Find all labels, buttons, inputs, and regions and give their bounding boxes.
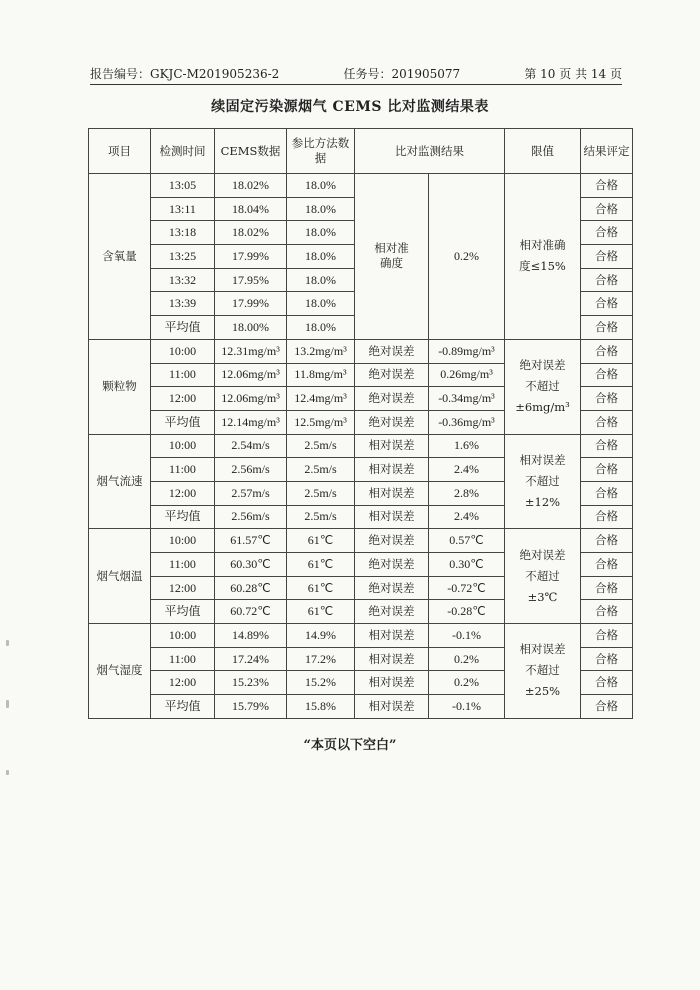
time-cell: 平均值	[151, 410, 215, 434]
limit-cell: 绝对误差不超过±6mg/m³	[505, 339, 581, 434]
error-type-cell: 相对误差	[355, 671, 429, 695]
time-cell: 10:00	[151, 339, 215, 363]
time-cell: 10:00	[151, 624, 215, 648]
item-cell: 烟气湿度	[89, 624, 151, 719]
error-value-cell: 0.30℃	[429, 553, 505, 577]
cems-value-cell: 15.23%	[215, 671, 287, 695]
cems-value-cell: 18.00%	[215, 316, 287, 340]
error-value-cell: -0.34mg/m³	[429, 387, 505, 411]
ref-value-cell: 2.5m/s	[287, 434, 355, 458]
eval-cell: 合格	[581, 458, 633, 482]
cems-value-cell: 15.79%	[215, 695, 287, 719]
page-title: 续固定污染源烟气 CEMS 比对监测结果表	[211, 99, 489, 115]
ref-value-cell: 61℃	[287, 576, 355, 600]
col-header-time: 检测时间	[151, 129, 215, 174]
time-cell: 11:00	[151, 363, 215, 387]
cems-value-cell: 60.72℃	[215, 600, 287, 624]
cems-value-cell: 12.31mg/m³	[215, 339, 287, 363]
page-header	[90, 64, 622, 85]
eval-cell: 合格	[581, 553, 633, 577]
ref-value-cell: 18.0%	[287, 268, 355, 292]
task-number: 任务号：201905077	[343, 67, 461, 81]
eval-cell: 合格	[581, 410, 633, 434]
time-cell: 平均值	[151, 695, 215, 719]
cems-value-cell: 2.56m/s	[215, 458, 287, 482]
cems-value-cell: 12.06mg/m³	[215, 363, 287, 387]
error-value-cell: 0.57℃	[429, 529, 505, 553]
error-type-cell: 相对误差	[355, 458, 429, 482]
time-cell: 11:00	[151, 553, 215, 577]
eval-cell: 合格	[581, 245, 633, 269]
report-number: 报告编号：GKJC-M201905236-2	[90, 67, 280, 81]
eval-cell: 合格	[581, 387, 633, 411]
time-cell: 13:25	[151, 245, 215, 269]
col-header-ref: 参比方法数据	[287, 129, 355, 174]
col-header-eval: 结果评定	[581, 129, 633, 174]
eval-cell: 合格	[581, 695, 633, 719]
error-value-cell: -0.89mg/m³	[429, 339, 505, 363]
time-cell: 13:05	[151, 174, 215, 198]
ref-value-cell: 2.5m/s	[287, 481, 355, 505]
item-cell: 含氧量	[89, 174, 151, 340]
error-type-cell: 相对误差	[355, 647, 429, 671]
error-type-cell: 相对误差	[355, 695, 429, 719]
scan-mark	[6, 700, 9, 708]
error-value-cell: -0.72℃	[429, 576, 505, 600]
cems-value-cell: 60.30℃	[215, 553, 287, 577]
eval-cell: 合格	[581, 316, 633, 340]
error-value-cell: 0.26mg/m³	[429, 363, 505, 387]
time-cell: 13:39	[151, 292, 215, 316]
error-type-cell: 绝对误差	[355, 363, 429, 387]
error-type-cell: 相对误差	[355, 624, 429, 648]
eval-cell: 合格	[581, 576, 633, 600]
time-cell: 10:00	[151, 434, 215, 458]
ref-value-cell: 12.5mg/m³	[287, 410, 355, 434]
results-table	[88, 128, 633, 719]
table-row	[89, 624, 633, 648]
eval-cell: 合格	[581, 481, 633, 505]
cems-value-cell: 60.28℃	[215, 576, 287, 600]
cems-value-cell: 17.24%	[215, 647, 287, 671]
ref-value-cell: 14.9%	[287, 624, 355, 648]
ref-value-cell: 18.0%	[287, 316, 355, 340]
cems-value-cell: 2.56m/s	[215, 505, 287, 529]
eval-cell: 合格	[581, 363, 633, 387]
error-type-cell: 绝对误差	[355, 410, 429, 434]
error-value-cell: 2.8%	[429, 481, 505, 505]
ref-value-cell: 61℃	[287, 529, 355, 553]
eval-cell: 合格	[581, 671, 633, 695]
table-row	[89, 174, 633, 198]
error-type-cell: 绝对误差	[355, 576, 429, 600]
limit-cell: 相对准确度≤15%	[505, 174, 581, 340]
result-label-cell: 相对准确度	[355, 174, 429, 340]
error-type-cell: 绝对误差	[355, 339, 429, 363]
error-value-cell: 2.4%	[429, 458, 505, 482]
cems-value-cell: 2.54m/s	[215, 434, 287, 458]
page-indicator: 第 10 页 共 14 页	[524, 67, 622, 81]
time-cell: 11:00	[151, 458, 215, 482]
limit-cell: 相对误差不超过±25%	[505, 624, 581, 719]
error-type-cell: 绝对误差	[355, 600, 429, 624]
time-cell: 12:00	[151, 671, 215, 695]
col-header-cems: CEMS数据	[215, 129, 287, 174]
eval-cell: 合格	[581, 647, 633, 671]
limit-cell: 相对误差不超过±12%	[505, 434, 581, 529]
cems-value-cell: 61.57℃	[215, 529, 287, 553]
ref-value-cell: 18.0%	[287, 174, 355, 198]
ref-value-cell: 15.8%	[287, 695, 355, 719]
cems-value-cell: 12.14mg/m³	[215, 410, 287, 434]
ref-value-cell: 13.2mg/m³	[287, 339, 355, 363]
cems-value-cell: 18.02%	[215, 221, 287, 245]
time-cell: 11:00	[151, 647, 215, 671]
time-cell: 13:18	[151, 221, 215, 245]
error-type-cell: 绝对误差	[355, 553, 429, 577]
time-cell: 12:00	[151, 387, 215, 411]
cems-value-cell: 2.57m/s	[215, 481, 287, 505]
ref-value-cell: 15.2%	[287, 671, 355, 695]
item-cell: 颗粒物	[89, 339, 151, 434]
ref-value-cell: 2.5m/s	[287, 458, 355, 482]
result-value-cell: 0.2%	[429, 174, 505, 340]
table-header-row	[89, 129, 633, 174]
ref-value-cell: 18.0%	[287, 221, 355, 245]
eval-cell: 合格	[581, 292, 633, 316]
error-type-cell: 相对误差	[355, 434, 429, 458]
cems-value-cell: 14.89%	[215, 624, 287, 648]
ref-value-cell: 18.0%	[287, 245, 355, 269]
ref-value-cell: 61℃	[287, 553, 355, 577]
table-row	[89, 434, 633, 458]
error-type-cell: 绝对误差	[355, 387, 429, 411]
error-value-cell: 2.4%	[429, 505, 505, 529]
eval-cell: 合格	[581, 339, 633, 363]
eval-cell: 合格	[581, 221, 633, 245]
time-cell: 13:32	[151, 268, 215, 292]
item-cell: 烟气流速	[89, 434, 151, 529]
error-value-cell: -0.36mg/m³	[429, 410, 505, 434]
error-value-cell: 0.2%	[429, 647, 505, 671]
scan-mark	[6, 640, 9, 646]
error-type-cell: 相对误差	[355, 481, 429, 505]
ref-value-cell: 17.2%	[287, 647, 355, 671]
ref-value-cell: 18.0%	[287, 197, 355, 221]
eval-cell: 合格	[581, 529, 633, 553]
eval-cell: 合格	[581, 174, 633, 198]
cems-value-cell: 18.04%	[215, 197, 287, 221]
ref-value-cell: 11.8mg/m³	[287, 363, 355, 387]
eval-cell: 合格	[581, 268, 633, 292]
error-value-cell: 0.2%	[429, 671, 505, 695]
eval-cell: 合格	[581, 624, 633, 648]
error-value-cell: -0.1%	[429, 695, 505, 719]
time-cell: 平均值	[151, 505, 215, 529]
time-cell: 平均值	[151, 316, 215, 340]
ref-value-cell: 12.4mg/m³	[287, 387, 355, 411]
table-row	[89, 529, 633, 553]
time-cell: 平均值	[151, 600, 215, 624]
blank-below-note: “本页以下空白”	[303, 738, 397, 753]
table-row	[89, 339, 633, 363]
time-cell: 13:11	[151, 197, 215, 221]
error-value-cell: 1.6%	[429, 434, 505, 458]
ref-value-cell: 2.5m/s	[287, 505, 355, 529]
eval-cell: 合格	[581, 505, 633, 529]
col-header-item: 项目	[89, 129, 151, 174]
ref-value-cell: 61℃	[287, 600, 355, 624]
error-value-cell: -0.28℃	[429, 600, 505, 624]
col-header-limit: 限值	[505, 129, 581, 174]
error-type-cell: 相对误差	[355, 505, 429, 529]
eval-cell: 合格	[581, 197, 633, 221]
cems-value-cell: 18.02%	[215, 174, 287, 198]
cems-value-cell: 12.06mg/m³	[215, 387, 287, 411]
scan-mark	[6, 770, 9, 775]
cems-value-cell: 17.95%	[215, 268, 287, 292]
time-cell: 10:00	[151, 529, 215, 553]
item-cell: 烟气烟温	[89, 529, 151, 624]
limit-cell: 绝对误差不超过±3℃	[505, 529, 581, 624]
time-cell: 12:00	[151, 481, 215, 505]
col-header-result: 比对监测结果	[355, 129, 505, 174]
time-cell: 12:00	[151, 576, 215, 600]
eval-cell: 合格	[581, 600, 633, 624]
eval-cell: 合格	[581, 434, 633, 458]
cems-value-cell: 17.99%	[215, 245, 287, 269]
ref-value-cell: 18.0%	[287, 292, 355, 316]
cems-value-cell: 17.99%	[215, 292, 287, 316]
error-value-cell: -0.1%	[429, 624, 505, 648]
error-type-cell: 绝对误差	[355, 529, 429, 553]
